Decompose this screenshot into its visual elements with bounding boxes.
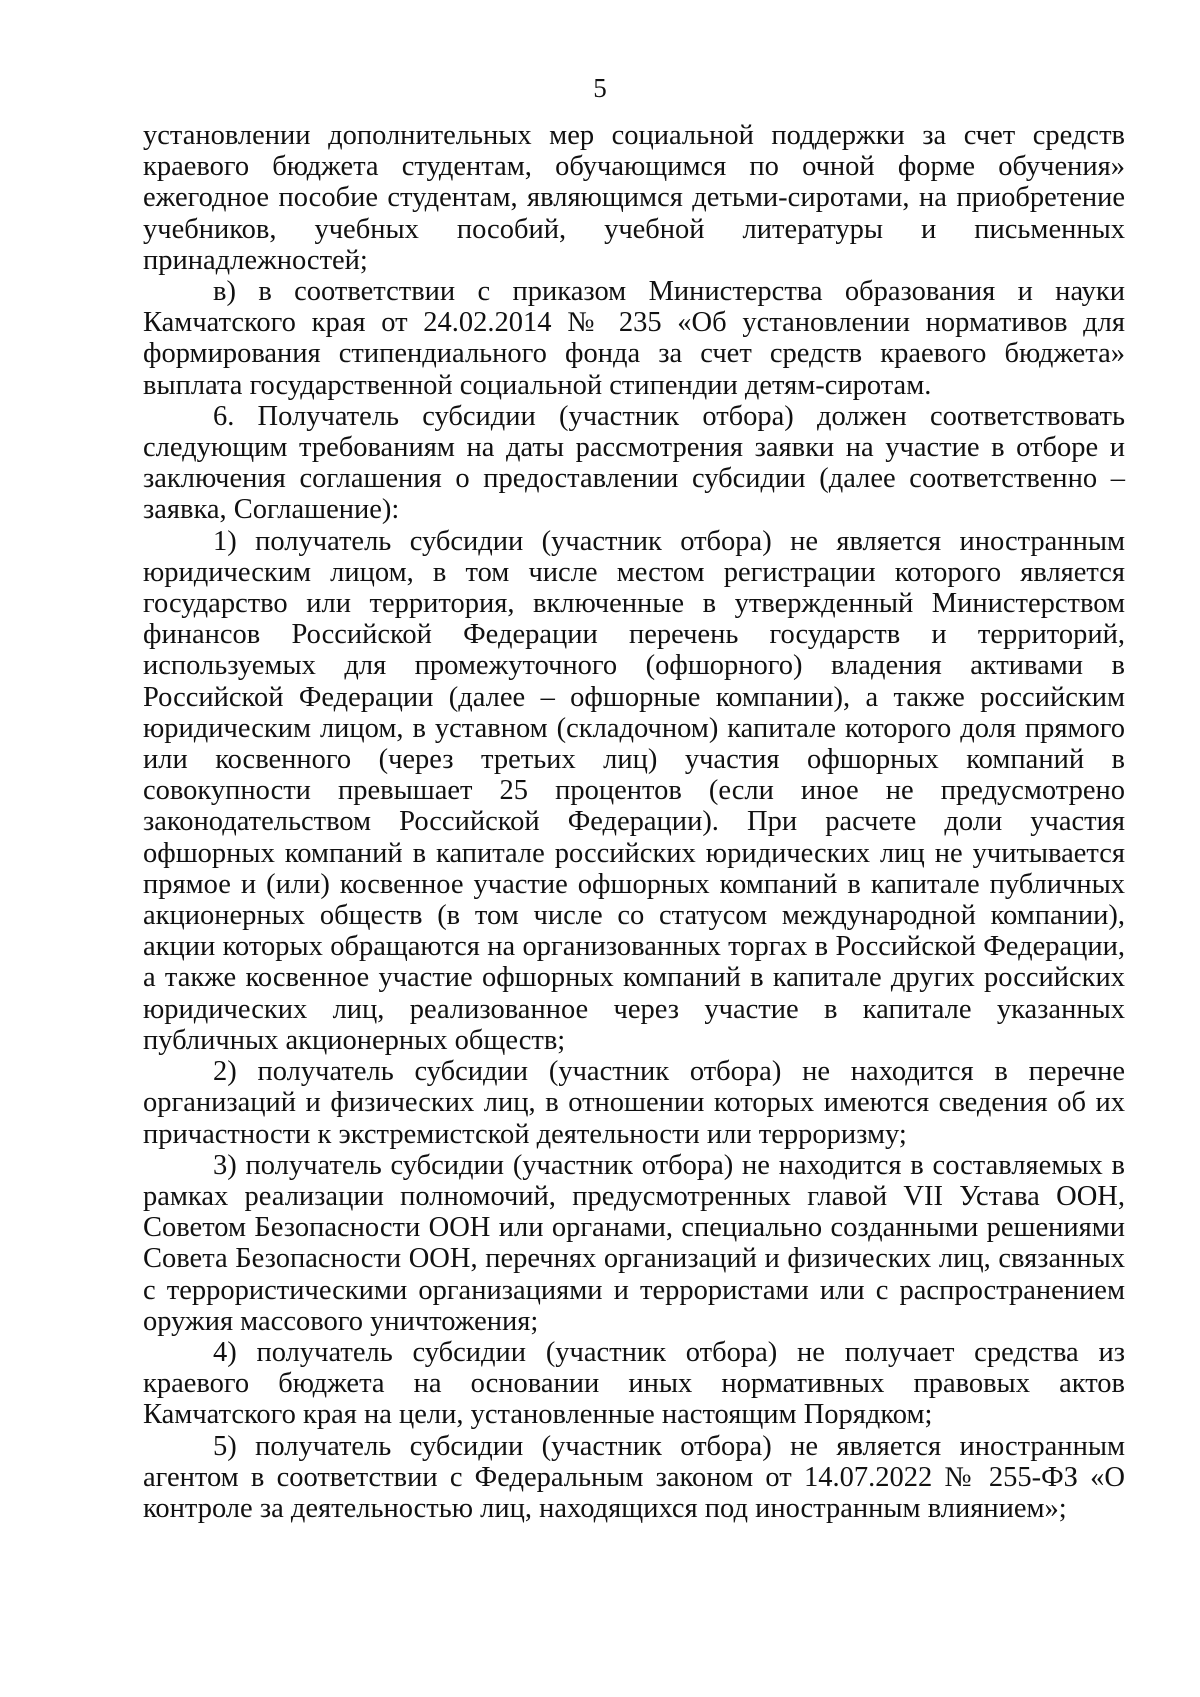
paragraph-requirement-4: 4) получатель субсидии (участник отбора) не получает средства из краевого бюджета на основании иных нормативных правовых актов Камчатского края на цели, установленные настоящим Порядком; <box>143 1336 1125 1431</box>
document-body <box>143 120 1125 1524</box>
paragraph-requirement-2: 2) получатель субсидии (участник отбора) не находится в перечне организаций и физических лиц, в отношении которых имеются сведения об их причастности к экстремистской деятельности или терроризму; <box>143 1056 1125 1150</box>
paragraph-section-6: 6. Получатель субсидии (участник отбора) должен соответствовать следующим требованиям на даты рассмотрения заявки на участие в отборе и заключения соглашения о предоставлении субсидии (далее соответственно – заявка, Соглашение): <box>143 400 1125 526</box>
paragraph-continuation: установлении дополнительных мер социальной поддержки за счет средств краевого бюджета студентам, обучающимся по очной форме обучения» ежегодное пособие студентам, являющимся детьми-сиротами, на приобретение учебников, учебных пособий, учебной литературы и письменных принадлежностей; <box>143 120 1125 276</box>
paragraph-requirement-5: 5) получатель субсидии (участник отбора) не является иностранным агентом в соответствии с Федеральным законом от 14.07.2022 № 255-ФЗ «О контроле за деятельностью лиц, находящихся под иностранным влиянием»; <box>143 1430 1125 1524</box>
page-number: 5 <box>593 73 607 103</box>
paragraph-requirement-3: 3) получатель субсидии (участник отбора) не находится в составляемых в рамках реализации полномочий, предусмотренных главой VII Устава ООН, Советом Безопасности ООН или органами, специально созданными решениями Совета Безопасности ООН, перечнях организаций и физических лиц, связанных с террористическими организациями и террористами или с распространением оружия массового уничтожения; <box>143 1149 1125 1337</box>
paragraph-item-v: в) в соответствии с приказом Министерства образования и науки Камчатского края от 24.02.2014 № 235 «Об установлении нормативов для формирования стипендиального фонда за счет средств краевого бюджета» выплата государственной социальной стипендии детям-сиротам. <box>143 276 1125 401</box>
paragraph-requirement-1: 1) получатель субсидии (участник отбора) не является иностранным юридическим лицом, в том числе местом регистрации которого является государство или территория, включенные в утвержденный Министерством финансов Российской Федерации перечень государств и территорий, используемых для промежуточного (офшорного) владения активами в Российской Федерации (далее – офшорные компании), а также российским юридическим лицом, в уставном (складочном) капитале которого доля прямого или косвенного (через третьих лиц) участия офшорных компаний в совокупности превышает 25 процентов (если иное не предусмотрено законодательством Российской Федерации). При расчете доли участия офшорных компаний в капитале российских юридических лиц не учитывается прямое и (или) косвенное участие офшорных компаний в капитале публичных акционерных обществ (в том числе со статусом международной компании), акции которых обращаются на организованных торгах в Российской Федерации, а также косвенное участие офшорных компаний в капитале других российских юридических лиц, реализованное через участие в капитале указанных публичных акционерных обществ; <box>143 525 1125 1056</box>
